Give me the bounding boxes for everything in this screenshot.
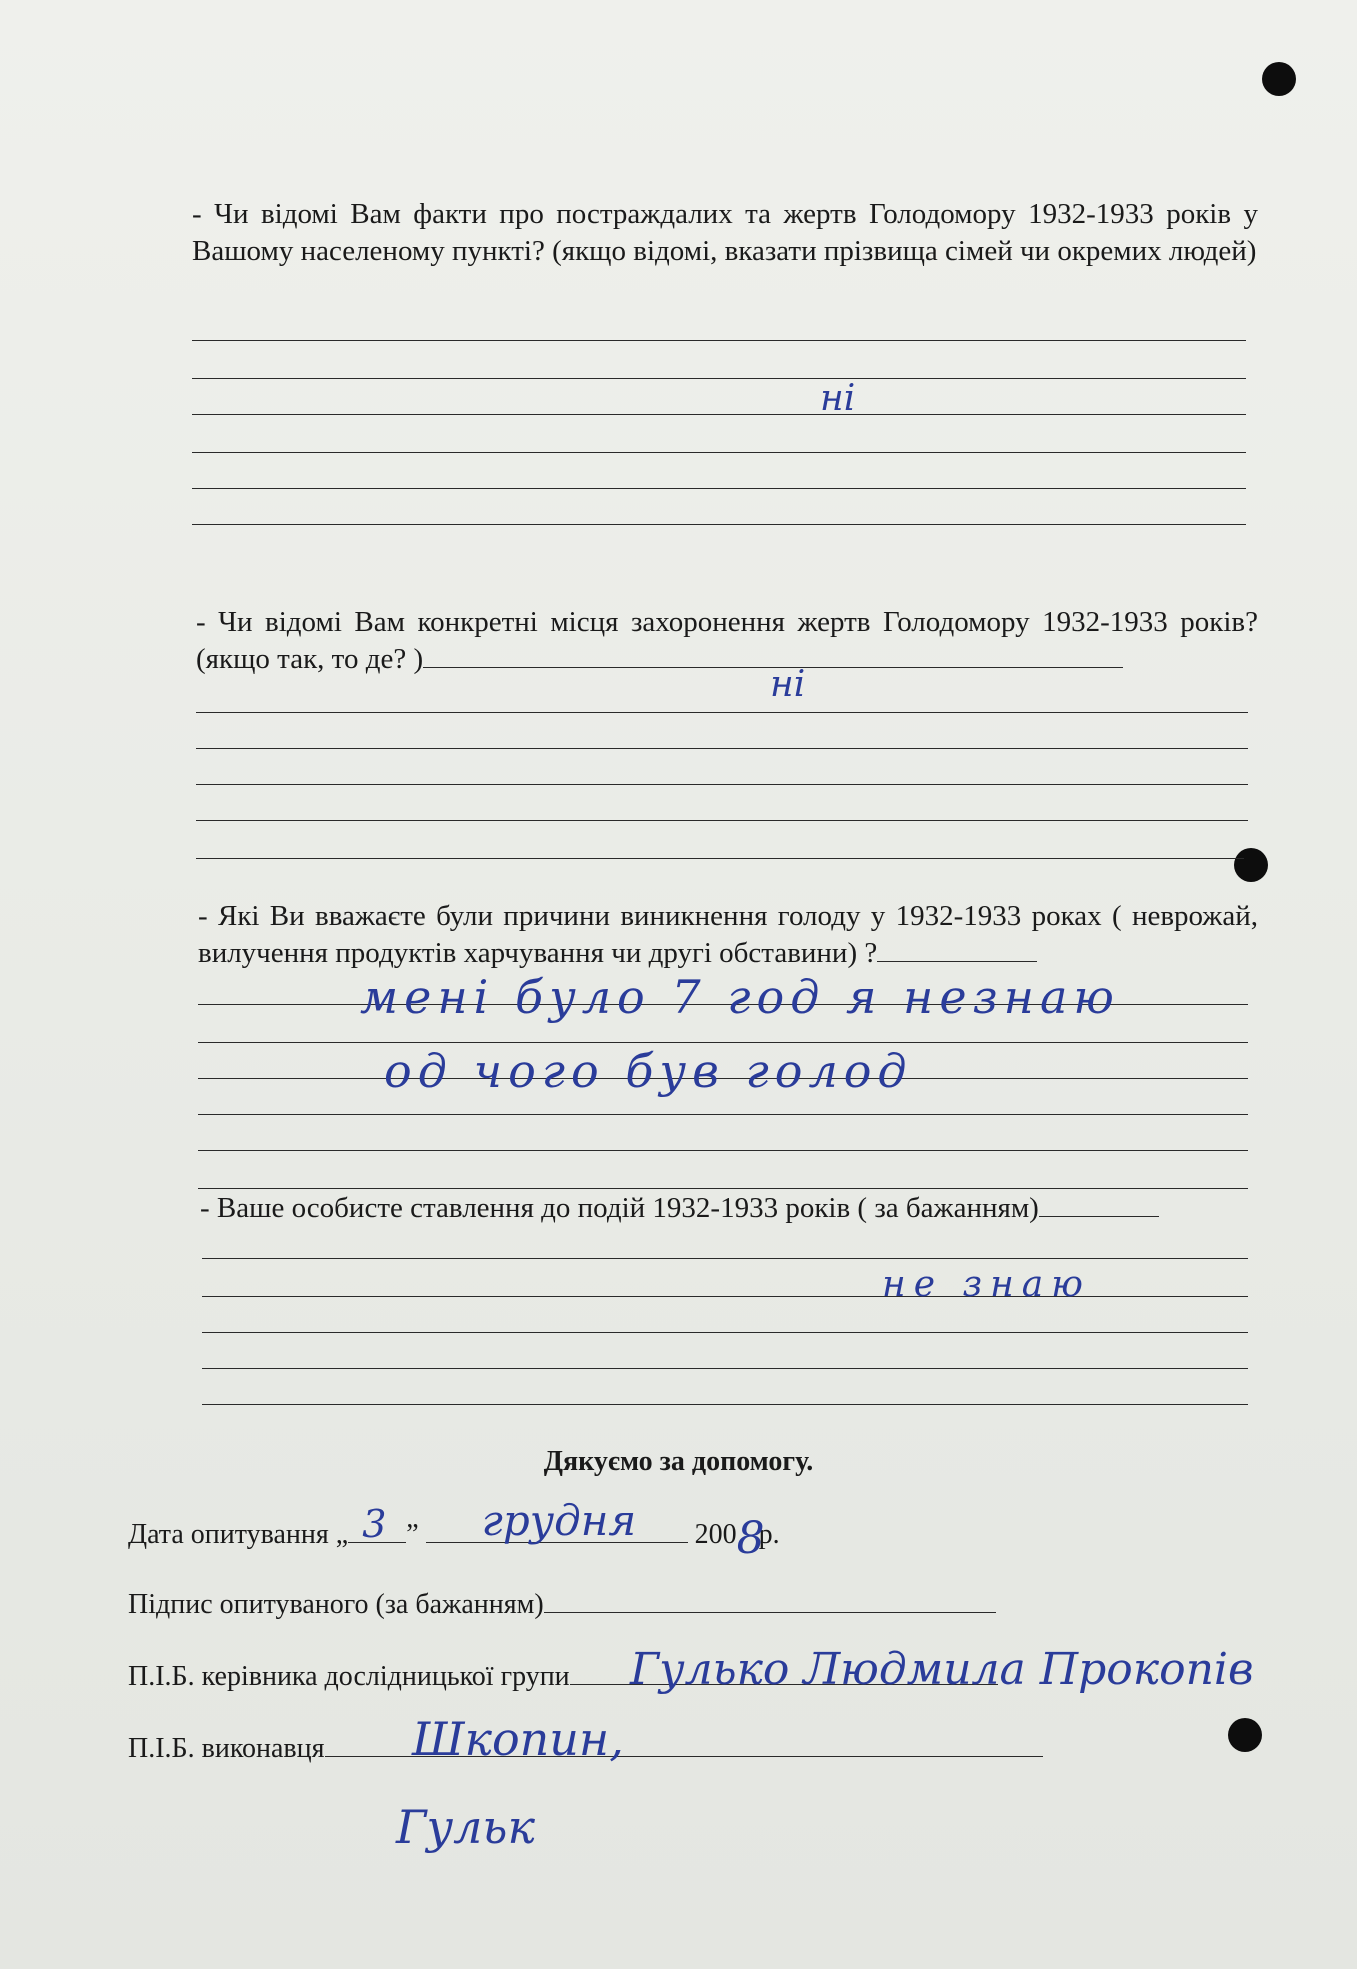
leader-label: П.І.Б. керівника дослідницької групи bbox=[128, 1661, 570, 1692]
question-2-text: - Чи відомі Вам конкретні місця захоронення жертв Голодомору 1932-1933 років? (якщо так, то де? ) bbox=[196, 606, 1258, 675]
answer-line bbox=[198, 1188, 1248, 1189]
signature-blank bbox=[544, 1588, 996, 1613]
question-4-text: - Ваше особисте ставлення до подій 1932-1933 років ( за бажанням) bbox=[200, 1192, 1039, 1224]
date-day-handwritten: 3 bbox=[362, 1502, 387, 1546]
answer-line bbox=[192, 378, 1246, 379]
answer-line bbox=[196, 858, 1244, 859]
answer-line bbox=[192, 452, 1246, 453]
answer-line bbox=[198, 1042, 1248, 1043]
signature-row bbox=[128, 1588, 996, 1621]
answer-line bbox=[196, 820, 1248, 821]
answer-line bbox=[196, 784, 1248, 785]
date-open-quote: „ bbox=[335, 1519, 349, 1550]
date-row bbox=[128, 1496, 780, 1564]
answer-line bbox=[202, 1296, 1248, 1297]
date-year-prefix: 200 bbox=[694, 1519, 737, 1550]
answer-2-handwritten: ні bbox=[770, 664, 806, 705]
answer-3-handwritten-line-2: од чого був голод bbox=[384, 1044, 913, 1098]
answer-line bbox=[192, 488, 1246, 489]
signature-label: Підпис опитуваного (за бажанням) bbox=[128, 1589, 544, 1620]
answer-blank bbox=[877, 937, 1037, 962]
leader-name-handwritten: Гулько Людмила Прокопів bbox=[630, 1644, 1254, 1695]
executor-label: П.І.Б. виконавця bbox=[128, 1733, 325, 1764]
answer-line bbox=[202, 1258, 1248, 1259]
answer-line bbox=[192, 414, 1246, 415]
answer-3-handwritten-line-1: мені було 7 год я незнаю bbox=[360, 970, 1120, 1024]
punch-hole-top bbox=[1262, 62, 1296, 96]
question-4 bbox=[200, 1190, 1262, 1227]
executor-name-handwritten: Шкопин, bbox=[412, 1712, 624, 1766]
question-1-text: - Чи відомі Вам факти про постраждалих та жертв Голодомору 1932-1933 років у Вашому населеному пункті? (якщо відомі, вказати прізвища сімей чи окремих людей) bbox=[192, 198, 1258, 267]
answer-line bbox=[196, 712, 1248, 713]
date-close-quote: ” bbox=[406, 1519, 419, 1550]
thank-you-heading: Дякуємо за допомогу. bbox=[543, 1446, 814, 1477]
answer-blank bbox=[1039, 1192, 1159, 1217]
date-label: Дата опитування bbox=[128, 1519, 329, 1550]
answer-line bbox=[202, 1404, 1248, 1405]
date-day-blank bbox=[348, 1502, 406, 1546]
executor-signature-handwritten: Гульк bbox=[396, 1800, 535, 1854]
date-month-handwritten: грудня bbox=[481, 1496, 637, 1545]
answer-line bbox=[198, 1114, 1248, 1115]
answer-line bbox=[192, 524, 1246, 525]
question-3 bbox=[198, 898, 1258, 972]
date-year-suffix: р. bbox=[758, 1519, 780, 1550]
date-year-digit-handwritten: 8 bbox=[736, 1513, 765, 1564]
answer-line bbox=[198, 1150, 1248, 1151]
question-3-text: - Які Ви вважаєте були причини виникнення голоду у 1932-1933 роках ( неврожай, вилучення продуктів харчування чи другі обставини) ? bbox=[198, 900, 1258, 969]
punch-hole-middle bbox=[1234, 848, 1268, 882]
question-1 bbox=[192, 196, 1258, 270]
answer-line bbox=[202, 1368, 1248, 1369]
answer-1-handwritten: ні bbox=[820, 378, 856, 419]
answer-line bbox=[202, 1332, 1248, 1333]
answer-line bbox=[196, 748, 1248, 749]
date-month-blank bbox=[426, 1496, 688, 1545]
punch-hole-bottom bbox=[1228, 1718, 1262, 1752]
answer-line bbox=[192, 340, 1246, 341]
question-2 bbox=[196, 604, 1258, 678]
answer-4-handwritten: не знаю bbox=[882, 1264, 1091, 1305]
